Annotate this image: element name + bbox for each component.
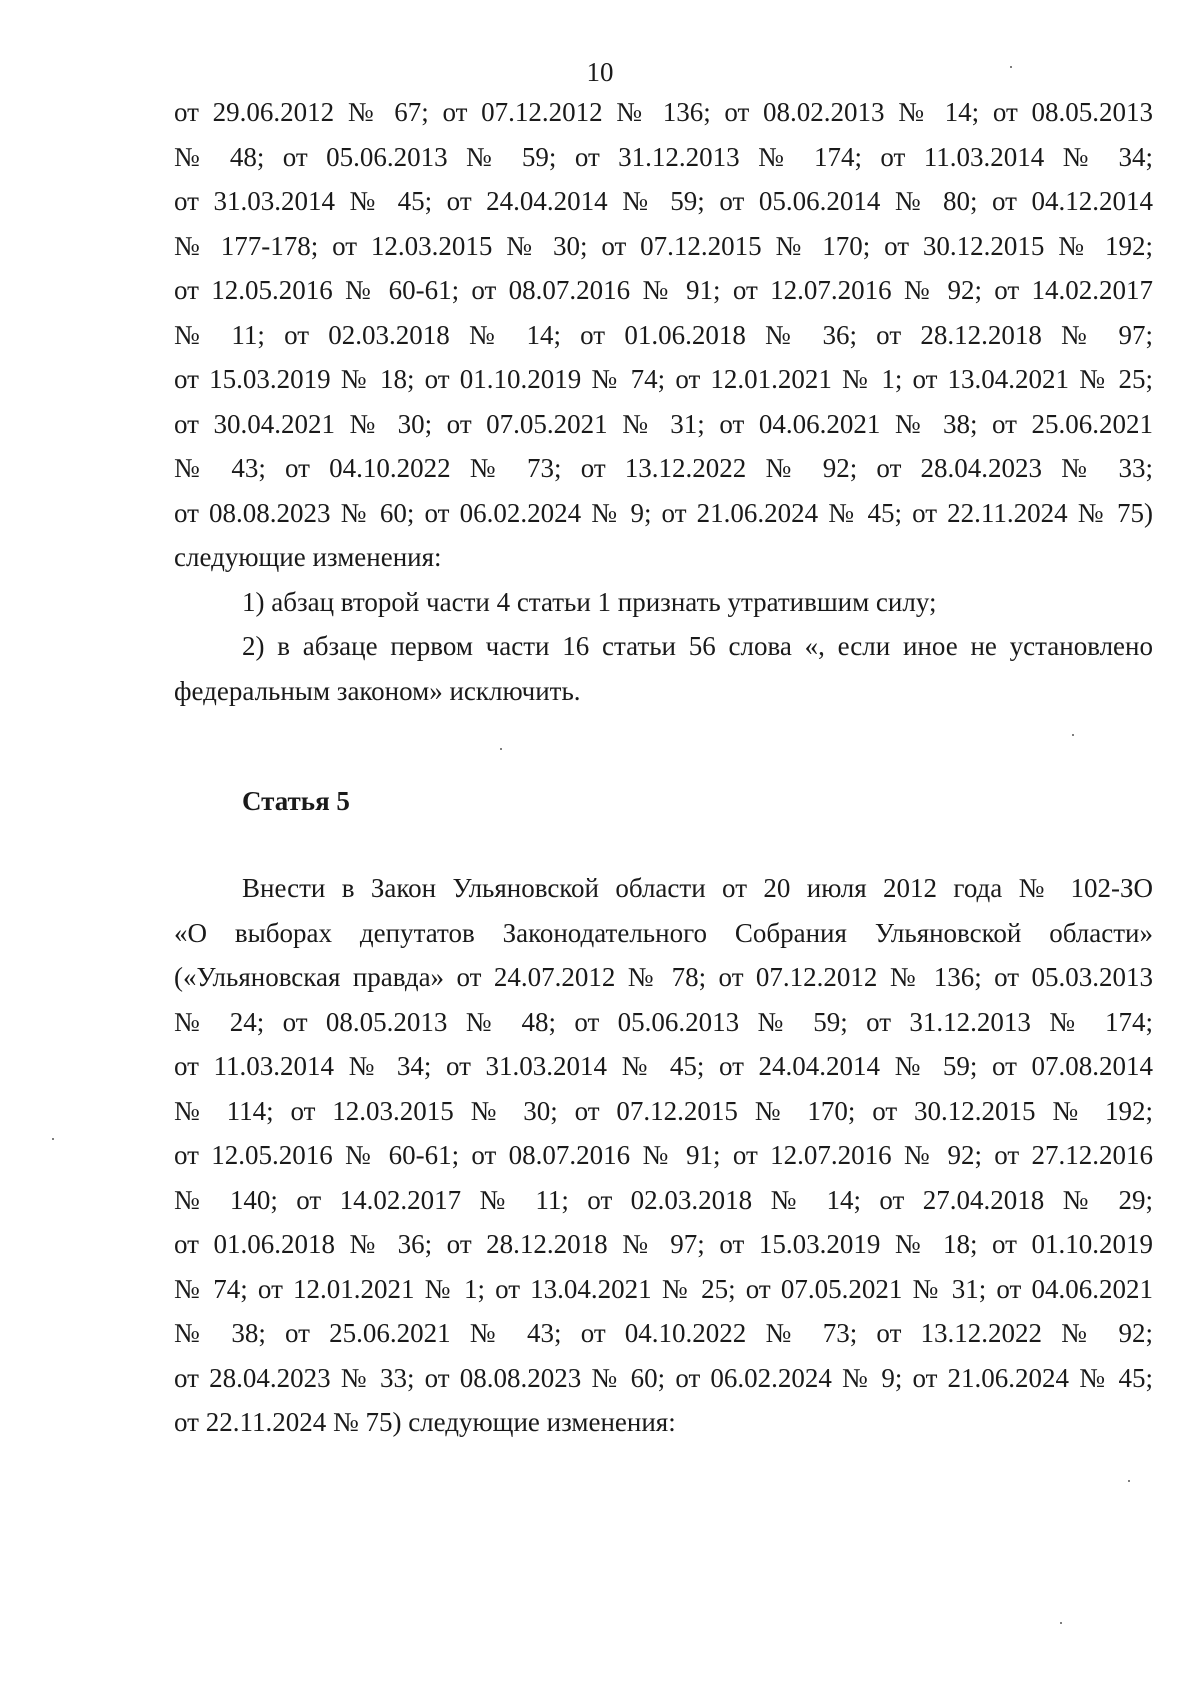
scan-speck <box>1128 1480 1130 1482</box>
text-line: от 31.03.2014 № 45; от 24.04.2014 № 59; от 05.06.2014 № 80; от 04.12.2014 <box>174 186 1153 216</box>
text-line: № 48; от 05.06.2013 № 59; от 31.12.2013 № 174; от 11.03.2014 № 34; <box>174 142 1153 172</box>
list-item-2: 2) в абзаце первом части 16 статьи 56 слова «, если иное не установлено <box>242 631 1153 661</box>
text-line: № 177-178; от 12.03.2015 № 30; от 07.12.2015 № 170; от 30.12.2015 № 192; <box>174 231 1153 261</box>
text-line: № 74; от 12.01.2021 № 1; от 13.04.2021 № 25; от 07.05.2021 № 31; от 04.06.2021 <box>174 1274 1153 1304</box>
article-heading: Статья 5 <box>242 786 350 816</box>
text-line: от 22.11.2024 № 75) следующие изменения: <box>174 1407 676 1437</box>
page-number: 10 <box>586 57 614 87</box>
list-item-1: 1) абзац второй части 4 статьи 1 признать утратившим силу; <box>242 587 937 617</box>
list-item-2-continuation: федеральным законом» исключить. <box>174 676 581 706</box>
text-line: следующие изменения: <box>174 542 442 572</box>
text-line: от 01.06.2018 № 36; от 28.12.2018 № 97; от 15.03.2019 № 18; от 01.10.2019 <box>174 1229 1153 1259</box>
text-line: № 24; от 08.05.2013 № 48; от 05.06.2013 № 59; от 31.12.2013 № 174; <box>174 1007 1153 1037</box>
text-line: от 12.05.2016 № 60-61; от 08.07.2016 № 91; от 12.07.2016 № 92; от 27.12.2016 <box>174 1140 1153 1170</box>
scan-speck <box>1060 1622 1062 1624</box>
text-line: № 43; от 04.10.2022 № 73; от 13.12.2022 № 92; от 28.04.2023 № 33; <box>174 453 1153 483</box>
text-line: от 30.04.2021 № 30; от 07.05.2021 № 31; от 04.06.2021 № 38; от 25.06.2021 <box>174 409 1153 439</box>
text-line: № 38; от 25.06.2021 № 43; от 04.10.2022 № 73; от 13.12.2022 № 92; <box>174 1318 1153 1348</box>
scan-speck <box>52 1138 54 1140</box>
text-line: («Ульяновская правда» от 24.07.2012 № 78; от 07.12.2012 № 136; от 05.03.2013 <box>174 962 1153 992</box>
text-line: от 08.08.2023 № 60; от 06.02.2024 № 9; от 21.06.2024 № 45; от 22.11.2024 № 75) <box>174 498 1153 528</box>
text-line: № 114; от 12.03.2015 № 30; от 07.12.2015 № 170; от 30.12.2015 № 192; <box>174 1096 1153 1126</box>
scan-speck <box>1010 66 1012 68</box>
text-line: от 11.03.2014 № 34; от 31.03.2014 № 45; от 24.04.2014 № 59; от 07.08.2014 <box>174 1051 1153 1081</box>
text-line: от 29.06.2012 № 67; от 07.12.2012 № 136; от 08.02.2013 № 14; от 08.05.2013 <box>174 97 1153 127</box>
text-line: от 12.05.2016 № 60-61; от 08.07.2016 № 91; от 12.07.2016 № 92; от 14.02.2017 <box>174 275 1153 305</box>
text-line: № 11; от 02.03.2018 № 14; от 01.06.2018 № 36; от 28.12.2018 № 97; <box>174 320 1153 350</box>
scan-speck <box>1072 734 1074 736</box>
text-line: № 140; от 14.02.2017 № 11; от 02.03.2018 № 14; от 27.04.2018 № 29; <box>174 1185 1153 1215</box>
text-line: Внести в Закон Ульяновской области от 20 июля 2012 года № 102-ЗО <box>242 873 1153 903</box>
text-line: от 28.04.2023 № 33; от 08.08.2023 № 60; от 06.02.2024 № 9; от 21.06.2024 № 45; <box>174 1363 1153 1393</box>
text-line: от 15.03.2019 № 18; от 01.10.2019 № 74; от 12.01.2021 № 1; от 13.04.2021 № 25; <box>174 364 1153 394</box>
scan-speck <box>500 748 502 750</box>
text-line: «О выборах депутатов Законодательного Собрания Ульяновской области» <box>174 918 1153 948</box>
